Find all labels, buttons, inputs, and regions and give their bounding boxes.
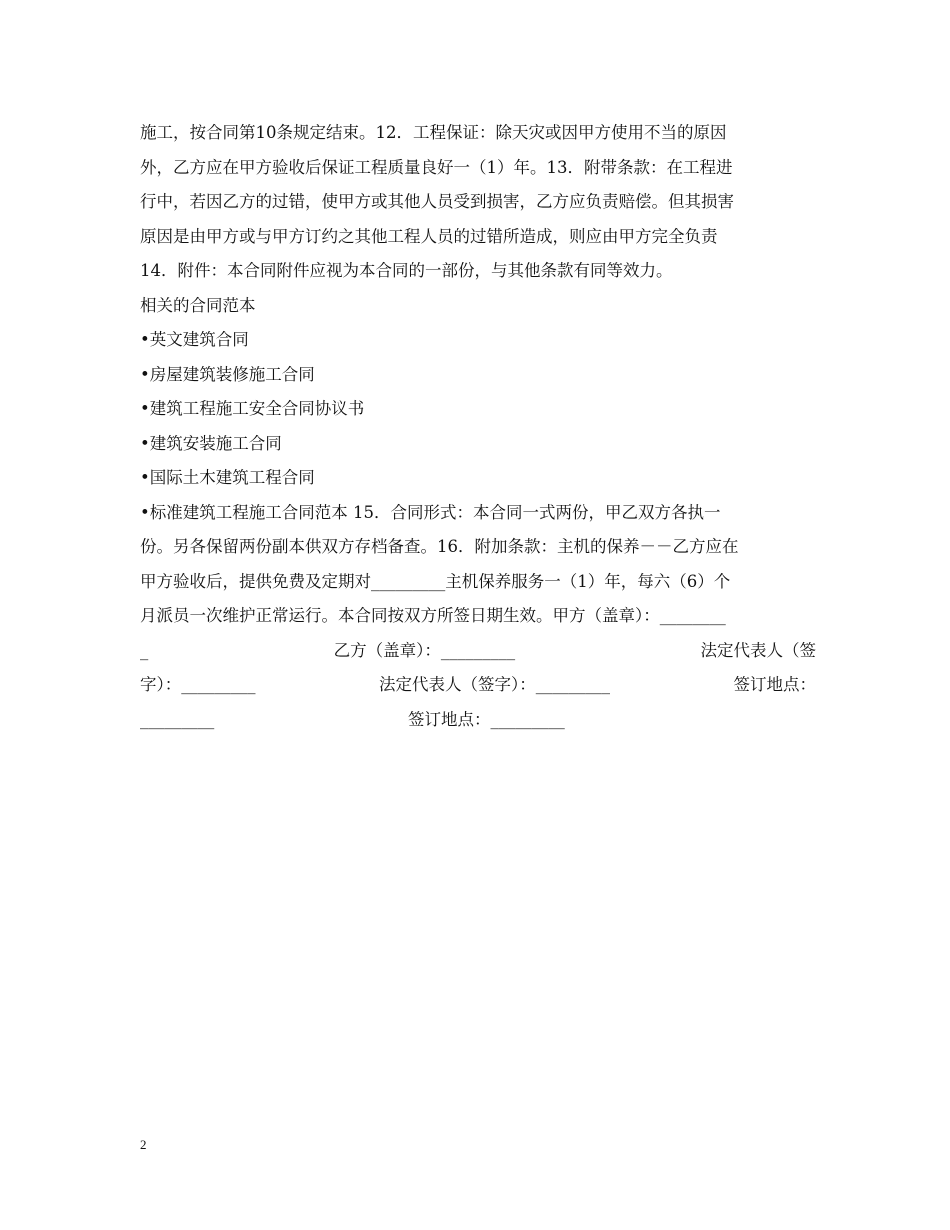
signature-row	[140, 634, 816, 669]
signature-field: 字）：_________	[140, 675, 256, 694]
paragraph-line: 14．附件：本合同附件应视为本合同的一部份，与其他条款有同等效力。	[140, 261, 673, 280]
signature-row	[140, 668, 816, 703]
related-template-link[interactable]: •英文建筑合同	[140, 330, 249, 349]
paragraph-line: 原因是由甲方或与甲方订约之其他工程人员的过错所造成，则应由甲方完全负责	[140, 226, 718, 246]
paragraph-line: 甲方验收后，提供免费及定期对_________主机保养服务一（1）年，每六（6）个	[140, 571, 731, 591]
signature-field: _________	[140, 709, 215, 729]
related-template-link[interactable]: •房屋建筑装修施工合同	[140, 364, 315, 384]
signature-row	[140, 703, 816, 738]
signature-field: 乙方（盖章）：_________	[333, 640, 516, 660]
signature-field: _	[140, 640, 149, 660]
signature-field: 法定代表人（签	[700, 640, 816, 660]
paragraph-line: 施工，按合同第10条规定结束。12．工程保证：除天灾或因甲方使用不当的原因	[140, 123, 727, 142]
paragraph-line: 行中，若因乙方的过错，使甲方或其他人员受到损害，乙方应负责赔偿。但其损害	[140, 192, 734, 211]
related-template-link[interactable]: •建筑安装施工合同	[140, 433, 282, 453]
page-number: 2	[140, 1137, 147, 1152]
related-template-link[interactable]: •国际土木建筑工程合同	[140, 468, 315, 487]
paragraph-line: •标准建筑工程施工合同范本 15．合同形式：本合同一式两份，甲乙双方各执一	[140, 502, 721, 522]
paragraph-line: 外，乙方应在甲方验收后保证工程质量良好一（1）年。13．附带条款：在工程进	[140, 157, 733, 177]
signature-field: 法定代表人（签字）：_________	[379, 675, 610, 694]
paragraph-line: 份。另各保留两份副本供双方存档备查。16．附加条款：主机的保养－－乙方应在	[140, 537, 739, 556]
related-templates-heading: 相关的合同范本	[140, 295, 256, 315]
related-template-link[interactable]: •建筑工程施工安全合同协议书	[140, 399, 365, 418]
paragraph-line: 月派员一次维护正常运行。本合同按双方所签日期生效。甲方（盖章）：________	[140, 606, 726, 625]
document-body	[140, 116, 816, 737]
signature-field: 签订地点：_________	[408, 709, 565, 729]
signature-field: 签订地点：	[733, 675, 816, 694]
